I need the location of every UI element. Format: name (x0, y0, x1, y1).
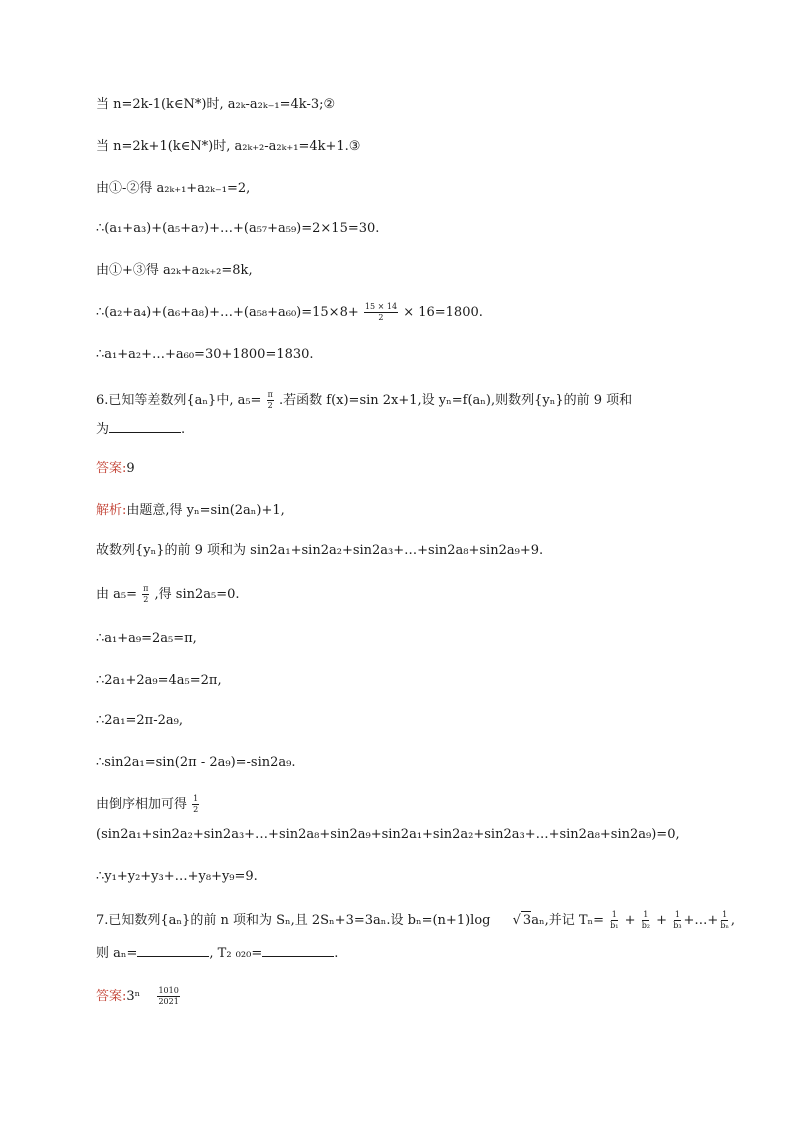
q7-text-b: aₙ,并记 Tₙ= (531, 913, 605, 928)
fraction (609, 910, 619, 931)
line-derive-1: 由①-②得 a₂ₖ₊₁+a₂ₖ₋₁=2, (96, 181, 251, 196)
fraction (267, 390, 274, 411)
answer-7 (96, 986, 181, 1007)
line-a5 (96, 584, 240, 605)
q7-text-a: 7.已知数列{aₙ}的前 n 项和为 Sₙ,且 2Sₙ+3=3aₙ.设 bₙ=(n+1)log (96, 913, 491, 928)
question-6-line2 (96, 420, 185, 439)
fraction (672, 910, 682, 931)
line-sin2a1: ∴sin2a₁=sin(2π - 2a₉)=-sin2a₉. (96, 755, 296, 770)
q7-line2-end: . (334, 946, 339, 961)
a5-pre: 由 a₅= (96, 587, 137, 602)
fraction (157, 986, 179, 1007)
q6-line2-end: . (181, 422, 186, 437)
line-a1-a9: ∴a₁+a₉=2a₅=π, (96, 631, 197, 646)
line-total: ∴a₁+a₂+…+a₆₀=30+1800=1830. (96, 347, 314, 362)
answer-blank-an[interactable] (137, 944, 209, 957)
line-case-odd: 当 n=2k-1(k∈N*)时, a₂ₖ-a₂ₖ₋₁=4k-3;② (96, 97, 336, 112)
sum-even-post: × 16=1800. (403, 305, 483, 320)
line-2a1: ∴2a₁=2π-2a₉, (96, 713, 183, 728)
frac-num: 1 (674, 910, 680, 919)
question-6 (96, 390, 632, 411)
answer-an: 3ⁿ (126, 989, 141, 1004)
frac-den: b₂ (641, 921, 651, 930)
frac-num: 1 (722, 910, 728, 919)
answer-blank[interactable] (109, 420, 181, 433)
question-7-line2 (96, 944, 338, 963)
frac-den: b₁ (610, 921, 619, 930)
q6-line2-label: 为 (96, 422, 110, 437)
frac-den: b₃ (673, 921, 682, 930)
fraction (719, 910, 730, 931)
sqrt-radicand: 3 (522, 913, 532, 928)
q6-post: .若函数 f(x)=sin 2x+1,设 yₙ=f(aₙ),则数列{yₙ}的前 9 项和 (279, 393, 633, 408)
line-derive-2: 由①+③得 a₂ₖ+a₂ₖ₊₂=8k, (96, 263, 253, 278)
frac-den: 2 (378, 313, 384, 322)
frac-den: 2 (143, 595, 149, 604)
explanation-label: 解析: (96, 503, 127, 518)
q6-pre: 6.已知等差数列{aₙ}中, a₅= (96, 393, 262, 408)
frac-den: 2 (193, 805, 199, 814)
sqrt-symbol: √ 3 (512, 913, 532, 928)
frac-num: π (267, 390, 273, 399)
frac-num: 1 (643, 910, 649, 919)
q7-an-label: 则 aₙ= (96, 946, 138, 961)
fraction (142, 584, 149, 605)
line-reverse-add (96, 794, 200, 815)
frac-num: 1 (193, 794, 199, 803)
line-2a1-2a9: ∴2a₁+2a₉=4a₅=2π, (96, 673, 222, 688)
answer-blank-t2020[interactable] (262, 944, 334, 957)
plus-sign: + (624, 913, 636, 928)
answer-6 (96, 460, 135, 478)
fraction (364, 302, 398, 323)
plus-sign: + (656, 913, 668, 928)
line-sum-odd: ∴(a₁+a₃)+(a₅+a₇)+…+(a₅₇+a₅₉)=2×15=30. (96, 221, 380, 236)
q7-t-label: , T₂ ₀₂₀= (209, 946, 263, 961)
frac-den: 2 (267, 401, 273, 410)
fraction (641, 910, 651, 931)
line-sum-zero: (sin2a₁+sin2a₂+sin2a₃+…+sin2a₈+sin2a₉+sin2a₁+sin2a₂+sin2a₃+…+sin2a₈+sin2a₉)=0, (96, 827, 680, 842)
reverse-add-text: 由倒序相加可得 (96, 797, 188, 812)
line-sum-even (96, 302, 483, 323)
line-y-sum: ∴y₁+y₂+y₃+…+y₈+y₉=9. (96, 869, 258, 884)
question-7 (96, 910, 735, 931)
fraction (192, 794, 199, 815)
answer-value: 9 (126, 461, 135, 476)
ellipsis-sum: +…+ (683, 913, 719, 928)
explanation-start (96, 502, 285, 520)
a5-post: ,得 sin2a₅=0. (154, 587, 240, 602)
explanation-text: 由题意,得 yₙ=sin(2aₙ)+1, (126, 503, 285, 518)
frac-num: π (143, 584, 149, 593)
frac-num: 1 (611, 910, 617, 919)
line-sum-9: 故数列{yₙ}的前 9 项和为 sin2a₁+sin2a₂+sin2a₃+…+sin2a₈+sin2a₉+9. (96, 543, 544, 558)
frac-num: 1010 (158, 986, 179, 995)
answer-label: 答案: (96, 461, 127, 476)
answer-label: 答案: (96, 989, 127, 1004)
sum-even-pre: ∴(a₂+a₄)+(a₆+a₈)+…+(a₅₈+a₆₀)=15×8+ (96, 305, 359, 320)
frac-den: 2021 (158, 997, 179, 1006)
line-case-even: 当 n=2k+1(k∈N*)时, a₂ₖ₊₂-a₂ₖ₊₁=4k+1.③ (96, 139, 361, 154)
q7-end: , (730, 913, 736, 928)
frac-num: 15 × 14 (364, 302, 398, 311)
frac-den: bₙ (720, 921, 729, 930)
